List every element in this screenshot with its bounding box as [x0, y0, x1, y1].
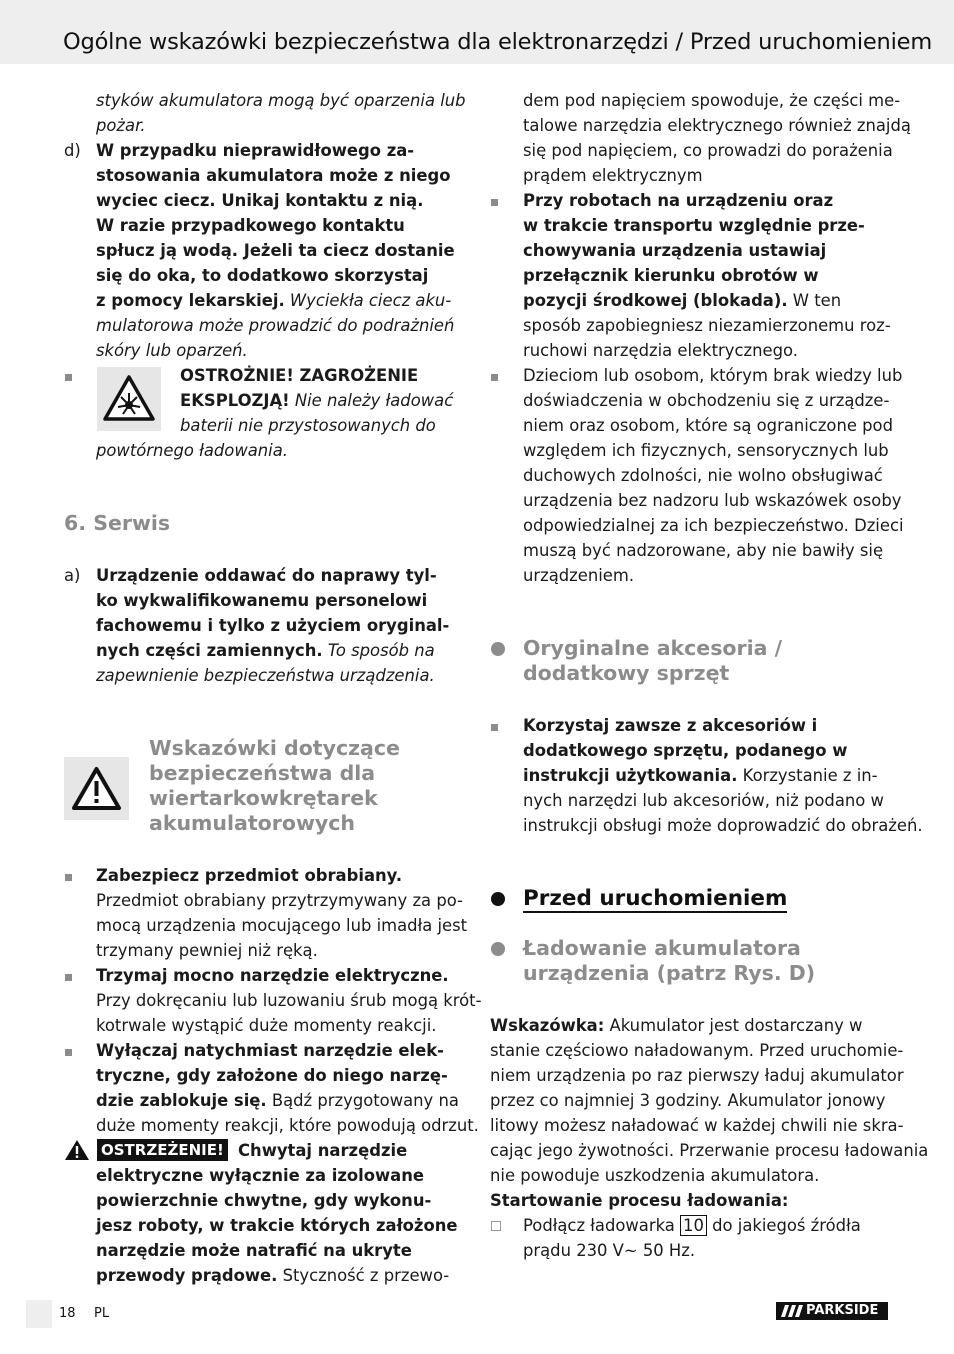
warning-icon: [64, 1139, 90, 1165]
section-heading-before-start: Przed uruchomieniem: [523, 886, 788, 911]
text-line: prądu 230 V∼ 50 Hz.: [523, 1241, 696, 1260]
text-line: ko wykwalifikowanemu personelowi: [96, 591, 428, 610]
bullet: [491, 199, 498, 206]
text-line: pożar.: [96, 116, 146, 135]
heading-line: wiertarkowkrętarek: [149, 786, 378, 810]
warning-triangle-icon: [64, 757, 129, 820]
text-line: Dzieciom lub osobom, którym brak wiedzy lub: [523, 366, 903, 385]
text-line: mulatorowa może prowadzić do podrażnień: [96, 316, 455, 335]
section-heading-accessories: [523, 636, 782, 686]
text-line: niem oraz osobom, które są ograniczone pod: [523, 416, 893, 435]
text-line: instrukcji użytkowania. Korzystanie z in-: [523, 766, 878, 785]
brand-name: PARKSIDE: [806, 1303, 879, 1318]
text-line: instrukcji obsługi może doprowadzić do obrażeń.: [523, 816, 923, 835]
text-line: zapewnienie bezpieczeństwa urządzenia.: [96, 666, 435, 685]
step-checkbox: [491, 1221, 501, 1231]
text-line: się do oka, to dodatkowo skorzystaj: [96, 266, 429, 285]
text-line: talowe narzędzia elektrycznego również znajdą: [523, 116, 911, 135]
bullet: [65, 1049, 72, 1056]
part-reference: 10: [680, 1215, 707, 1236]
language-code: PL: [94, 1306, 110, 1321]
text-line: skóry lub oparzeń.: [96, 341, 248, 360]
text-line: pozycji środkowej (blokada). W ten: [523, 291, 842, 310]
section-bullet-dot: [491, 642, 505, 656]
section-heading-serwis: 6. Serwis: [64, 511, 171, 535]
text-line: odpowiedzialnej za ich bezpieczeństwo. Dzieci: [523, 516, 904, 535]
text-line: Korzystaj zawsze z akcesoriów i: [523, 716, 818, 735]
warning-text: [96, 1163, 458, 1288]
text-line: Przy robotach na urządzeniu oraz: [523, 191, 834, 210]
heading-line: akumulatorowych: [149, 811, 356, 835]
heading-line: Oryginalne akcesoria /: [523, 636, 783, 660]
heading-line: dodatkowy sprzęt: [523, 661, 730, 685]
text-line: Wskazówka: Akumulator jest dostarczany w: [490, 1016, 863, 1035]
text-line: Przy dokręcaniu lub luzowaniu śrub mogą krót-: [96, 991, 482, 1010]
text-line: przez co najmniej 3 godziny. Akumulator jonowy: [490, 1091, 886, 1110]
heading-line: urządzenia (patrz Rys. D): [523, 961, 816, 985]
text-line: W razie przypadkowego kontaktu: [96, 216, 405, 235]
text-line: duchowych zdolności, nie wolno obsługiwać: [523, 466, 883, 485]
text-line: dem pod napięciem spowoduje, że części me-: [523, 91, 901, 110]
heading-line: Ładowanie akumulatora: [523, 936, 801, 960]
text-line: kotrwale wystąpić duże momenty reakcji.: [96, 1016, 437, 1035]
text-line: baterii nie przystosowanych do: [180, 416, 436, 435]
bullet: [65, 974, 72, 981]
bullet: [491, 374, 498, 381]
text-line: przełącznik kierunku obrotów w: [523, 266, 819, 285]
text-line: duże momenty reakcji, które powodują odrzut.: [96, 1116, 479, 1135]
text-line: dodatkowego sprzętu, podanego w: [523, 741, 848, 760]
item-a: [96, 563, 449, 688]
logo-stripes-icon: [780, 1302, 808, 1320]
text-line: Zabezpiecz przedmiot obrabiany.: [96, 866, 403, 885]
item-marker-d: d): [64, 141, 81, 160]
text-line: nych części zamiennych. To sposób na: [96, 641, 435, 660]
brand-logo: [776, 1302, 888, 1320]
text-line: powierzchnie chwytne, gdy wykonu-: [96, 1191, 432, 1210]
explosion-warning-text: [180, 363, 453, 438]
text-line: doświadczenia w obchodzeniu się z urządze-: [523, 391, 890, 410]
text-line: W przypadku nieprawidłowego za-: [96, 141, 415, 160]
section-bullet-dot: [491, 942, 505, 956]
text-line: Podłącz ładowarka 10 do jakiegoś źródła: [523, 1216, 861, 1235]
text-line: stanie częściowo naładowanym. Przed uruchomie-: [490, 1041, 904, 1060]
text-line: powtórnego ładowania.: [96, 441, 288, 460]
text-line: nie powoduje uszkodzenia akumulatora.: [490, 1166, 820, 1185]
text-line: Urządzenie oddawać do naprawy tyl-: [96, 566, 437, 585]
bullet: [65, 374, 72, 381]
text-line: się pod napięciem, co prowadzi do porażenia: [523, 141, 893, 160]
text-line: styków akumulatora mogą być oparzenia lub: [96, 91, 466, 110]
charging-step: [523, 1213, 861, 1263]
text-line: Chwytaj narzędzie: [238, 1141, 408, 1160]
heading-line: Wskazówki dotyczące: [149, 736, 400, 760]
text-line: OSTROŻNIE! ZAGROŻENIE: [180, 366, 419, 385]
text-line: elektryczne wyłącznie za izolowane: [96, 1166, 425, 1185]
item-d: [96, 138, 455, 363]
text-line: urządzeniem.: [523, 566, 635, 585]
text-line: urządzenia bez nadzoru lub wskazówek osoby: [523, 491, 902, 510]
item-marker-a: a): [64, 566, 81, 585]
text-line: prądem elektrycznym: [523, 166, 703, 185]
list-item: [96, 963, 481, 1038]
section-bullet-dot: [491, 892, 505, 906]
text-line: Przedmiot obrabiany przytrzymywany za po-: [96, 891, 463, 910]
page-number: 18: [59, 1306, 76, 1321]
text-line: jesz roboty, w trakcie których założone: [96, 1216, 458, 1235]
text-line: przewody prądowe. Styczność z przewo-: [96, 1266, 450, 1285]
text-line: niem urządzenia po raz pierwszy ładuj akumulator: [490, 1066, 904, 1085]
text-line: narzędzie może natrafić na ukryte: [96, 1241, 412, 1260]
page-title: Ogólne wskazówki bezpieczeństwa dla elektronarzędzi / Przed uruchomieniem: [63, 29, 933, 55]
text-line: cając jego żywotności. Przerwanie procesu ładowania: [490, 1141, 929, 1160]
text-line: Wyłączaj natychmiast narzędzie elek-: [96, 1041, 444, 1060]
list-item: [96, 863, 467, 963]
heading-line: bezpieczeństwa dla: [149, 761, 376, 785]
text-line: Trzymaj mocno narzędzie elektryczne.: [96, 966, 449, 985]
text-line: litowy możesz naładować w każdej chwili nie skra-: [490, 1116, 904, 1135]
text-line: sposób zapobiegniesz niezamierzonemu roz-: [523, 316, 891, 335]
text-line: tryczne, gdy założone do niego narzę-: [96, 1066, 448, 1085]
text-line: fachowemu i tylko z użyciem oryginal-: [96, 616, 450, 635]
text-line: ruchowi narzędzia elektrycznego.: [523, 341, 798, 360]
text-line: dzie zablokuje się. Bądź przygotowany na: [96, 1091, 459, 1110]
warning-badge: OSTRZEŻENIE!: [97, 1139, 228, 1161]
text-line: z pomocy lekarskiej. Wyciekła ciecz aku-: [96, 291, 452, 310]
section-heading-drill-safety: [149, 736, 400, 836]
bullet: [65, 874, 72, 881]
text-line: względem ich fizycznych, sensorycznych lub: [523, 441, 889, 460]
page-header: [0, 0, 954, 64]
page-number-box: [26, 1300, 52, 1328]
text-line: nych narzędzi lub akcesoriów, niż podano w: [523, 791, 884, 810]
bullet: [491, 724, 498, 731]
text-line: chowywania urządzenia ustawiaj: [523, 241, 827, 260]
list-item: [523, 188, 891, 363]
list-item: [96, 1038, 479, 1138]
text-line: mocą urządzenia mocującego lub imadła jest: [96, 916, 468, 935]
continued-text: [523, 88, 911, 188]
text-line: muszą być nadzorowane, aby nie bawiły się: [523, 541, 884, 560]
text-line: stosowania akumulatora może z niego: [96, 166, 451, 185]
list-item: [523, 713, 923, 838]
list-item: [523, 363, 904, 588]
text-line: trzymany pewniej niż ręką.: [96, 941, 318, 960]
text-line: Startowanie procesu ładowania:: [490, 1191, 789, 1210]
text-line: wyciec ciecz. Unikaj kontaktu z nią.: [96, 191, 424, 210]
text-line: w trakcie transportu względnie prze-: [523, 216, 865, 235]
text-line: spłucz ją wodą. Jeżeli ta ciecz dostanie: [96, 241, 455, 260]
explosion-icon: [97, 367, 161, 431]
continued-text: [96, 88, 466, 138]
text-line: EKSPLOZJĄ! Nie należy ładować: [180, 391, 454, 410]
charging-note: [490, 1013, 928, 1213]
section-heading-charging: [523, 936, 815, 986]
